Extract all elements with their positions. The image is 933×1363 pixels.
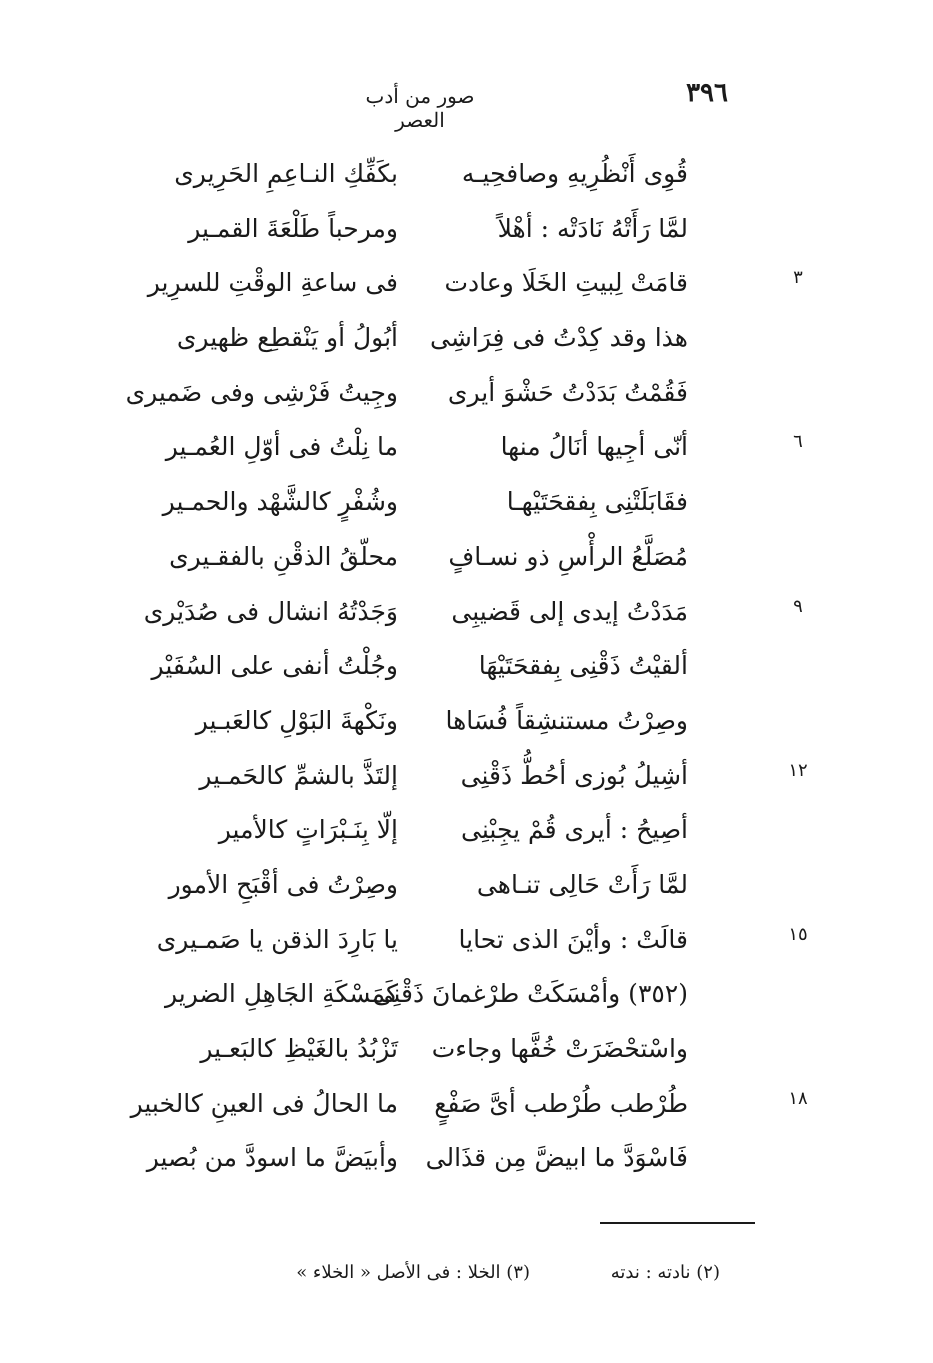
second-hemistich: بكَفِّكِ النـاعِمِ الحَرِيرى: [174, 159, 398, 188]
second-hemistich: وَجَدْتُهُ انشال فى صُدَيْرى: [143, 596, 398, 626]
verse-line: [0, 312, 933, 367]
page-number: ٣٩٦: [686, 78, 728, 108]
first-hemistich: (٣٥٢) وأمْسَكَتْ طرْغمانَ ذَقْنِى: [372, 979, 688, 1009]
verse-line: [0, 203, 933, 258]
verse-line: [0, 750, 933, 805]
verse-line: [0, 1078, 933, 1133]
first-hemistich: أصِيحُ : أيرى قُمْ يجِبْنِى: [461, 815, 688, 845]
second-hemistich: ما نِلْتُ فى أوّلِ العُمـير: [165, 432, 398, 462]
second-hemistich: ومرحباً طَلْعَةَ القمـير: [188, 213, 398, 243]
second-hemistich: وجُلْتُ أنفى على السُفَيْر: [151, 651, 398, 681]
verse-line: [0, 859, 933, 914]
first-hemistich: لمَّا رَأَتْهُ نَادَتْه : أهْلاً: [497, 213, 688, 243]
first-hemistich: فَقُمْتُ بَدَدْتُ حَشْوَ أيرى: [447, 377, 688, 407]
verse-line: [0, 531, 933, 586]
footnote: (٣) الخلا : فى الأصل « الخلاء »: [296, 1262, 530, 1283]
second-hemistich: إلّا بِنَـبْرَاتٍ كالأمير: [218, 815, 398, 845]
verse-line: [0, 148, 933, 203]
verse-number: ٩: [793, 595, 803, 617]
first-hemistich: هذا وقد كِدْتُ فى فِرَاشِى: [429, 323, 688, 353]
first-hemistich: قُوِى أَنْظُرِيهِ وصافحِيـه: [461, 159, 688, 188]
first-hemistich: واسْتحْضَرَتْ خُفَّها وجاءت: [431, 1034, 688, 1063]
verse-line: [0, 257, 933, 312]
verse-line: [0, 367, 933, 422]
first-hemistich: أشِيلُ بُوزى أحُطُّ ذَقْنِى: [460, 760, 688, 790]
first-hemistich: وصِرْتُ مستنشِقاً فُسَاها: [445, 705, 688, 735]
verse-line: [0, 695, 933, 750]
first-hemistich: أنّى أجِيها أنَالُ منها: [500, 432, 688, 462]
verse-number: ١٨: [788, 1087, 808, 1109]
poem: [0, 148, 933, 1187]
verse-number: ٦: [793, 431, 803, 453]
running-title: صور من أدب العصر: [365, 84, 475, 132]
second-hemistich: ونَكْهةَ البَوْلِ كالعَبـير: [195, 705, 398, 735]
verse-line: [0, 476, 933, 531]
second-hemistich: وصِرْتُ فى أقْبَحِ الأمور: [168, 869, 398, 899]
first-hemistich: لمَّا رَأَتْ حَالِى تنـاهى: [476, 869, 688, 899]
second-hemistich: ما الحالُ فى العينِ كالخبير: [130, 1088, 398, 1118]
footnote-divider: [600, 1222, 755, 1224]
second-hemistich: تَزْبُدُ بالغَيْظِ كالبَعـير: [200, 1034, 398, 1063]
first-hemistich: قامَتْ لِبيتِ الخَلَا وعادت: [444, 268, 688, 298]
footnotes: [296, 1262, 720, 1292]
verse-line: [0, 421, 933, 476]
second-hemistich: فى ساعةِ الوقْتِ للسرِير: [147, 268, 398, 298]
first-hemistich: فقَابَلَتْنِى بِفقحَتَيْهـا: [506, 487, 688, 517]
verse-number: ١٥: [788, 923, 808, 945]
verse-line: [0, 914, 933, 969]
first-hemistich: قالَتْ : وأيْنَ الذى تحايا: [458, 924, 688, 954]
page-header: [150, 78, 750, 132]
verse-line: [0, 1023, 933, 1078]
first-hemistich: فَاسْوَدَّ ما ابيضَّ مِن قذَالى: [425, 1143, 688, 1173]
verse-number: ٣: [793, 267, 803, 289]
second-hemistich: محلّقُ الذقْنِ بالفقـيرى: [169, 541, 398, 571]
verse-number: ١٢: [788, 759, 808, 781]
first-hemistich: مَدَدْتُ إيدى إلى قَضيبِى: [451, 596, 688, 626]
second-hemistich: وجِيتُ فَرْشِى وفى ضَميرى: [125, 377, 398, 407]
second-hemistich: يا بَارِدَ الذقن يا صَمـيرى: [156, 924, 398, 954]
second-hemistich: وأبيَضَّ ما اسودَّ من بُصير: [146, 1143, 398, 1173]
verse-line: [0, 586, 933, 641]
verse-line: [0, 640, 933, 695]
first-hemistich: طُرْطب طُرْطب أىَّ صَفْعٍ: [434, 1088, 688, 1118]
footnote: (٢) نادته : ندته: [610, 1262, 720, 1283]
verse-line: [0, 1132, 933, 1187]
verse-line: [0, 968, 933, 1023]
second-hemistich: إلتَذَّ بالشمِّ كالحَمـير: [199, 760, 398, 790]
first-hemistich: ألقيْتُ ذَقْنِى بِفقحَتَيْهَا: [478, 651, 688, 681]
second-hemistich: كَمَسْكَةِ الجَاهِلِ الضرير: [165, 979, 398, 1009]
verse-line: [0, 804, 933, 859]
first-hemistich: مُصَلَّعُ الرأْسِ ذو نسـافٍ: [448, 541, 688, 571]
second-hemistich: وشُفْرٍ كالشَّهْد والحمـير: [162, 487, 398, 517]
second-hemistich: أبُولُ أو يَنْقطِع ظهيرى: [176, 323, 398, 353]
